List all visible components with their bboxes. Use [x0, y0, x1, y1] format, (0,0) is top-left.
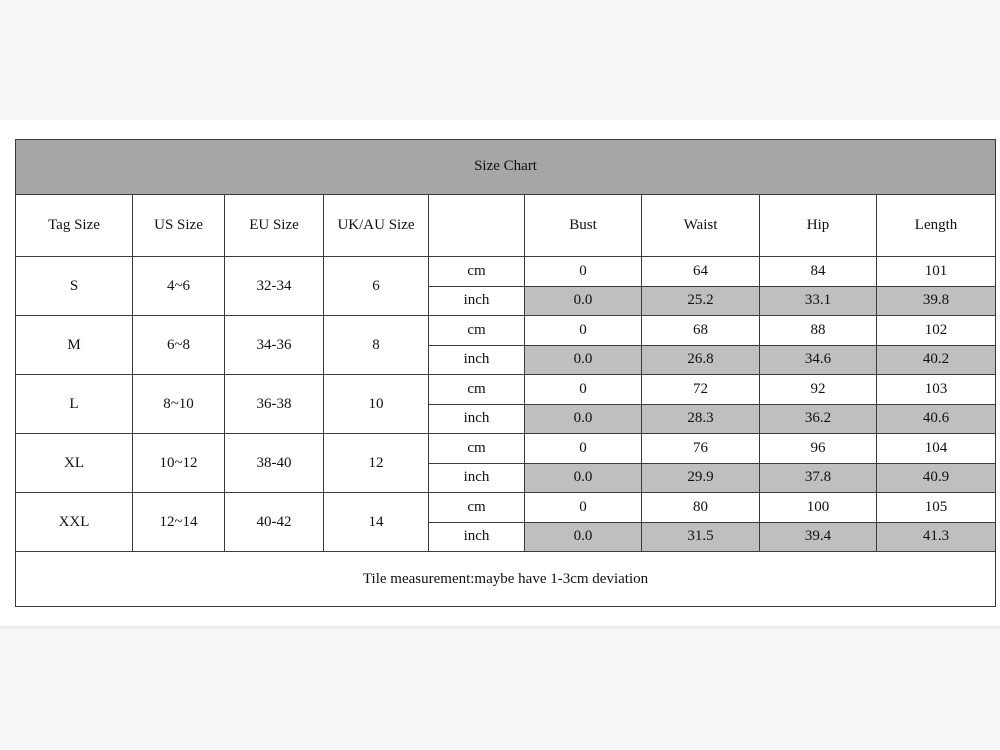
waist-cm-cell: 80 [642, 493, 760, 523]
uk-au-size-cell: 12 [324, 434, 429, 493]
hip-cm-cell: 92 [760, 375, 877, 405]
bust-inch-cell: 0.0 [525, 522, 642, 552]
unit-cell: cm [429, 375, 525, 405]
header-bust: Bust [525, 194, 642, 256]
length-inch-cell: 40.9 [877, 463, 996, 493]
chart-title: Size Chart [16, 140, 996, 195]
bust-cm-cell: 0 [525, 257, 642, 287]
header-eu-size: EU Size [225, 194, 324, 256]
table-row [16, 316, 996, 346]
measurement-note: Tile measurement:maybe have 1-3cm deviation [16, 552, 996, 607]
hip-cm-cell: 84 [760, 257, 877, 287]
header-row [16, 194, 996, 256]
tag-size-cell: XL [16, 434, 133, 493]
eu-size-cell: 36-38 [225, 375, 324, 434]
hip-inch-cell: 33.1 [760, 286, 877, 316]
hip-inch-cell: 39.4 [760, 522, 877, 552]
unit-cell: cm [429, 316, 525, 346]
us-size-cell: 12~14 [133, 493, 225, 552]
bust-cm-cell: 0 [525, 434, 642, 464]
bust-inch-cell: 0.0 [525, 463, 642, 493]
length-inch-cell: 41.3 [877, 522, 996, 552]
header-waist: Waist [642, 194, 760, 256]
bust-cm-cell: 0 [525, 316, 642, 346]
waist-cm-cell: 64 [642, 257, 760, 287]
eu-size-cell: 40-42 [225, 493, 324, 552]
hip-cm-cell: 96 [760, 434, 877, 464]
unit-cell: inch [429, 345, 525, 375]
length-inch-cell: 39.8 [877, 286, 996, 316]
bust-inch-cell: 0.0 [525, 286, 642, 316]
eu-size-cell: 34-36 [225, 316, 324, 375]
size-chart-table [15, 139, 996, 607]
waist-inch-cell: 28.3 [642, 404, 760, 434]
hip-inch-cell: 36.2 [760, 404, 877, 434]
us-size-cell: 4~6 [133, 257, 225, 316]
header-unit [429, 194, 525, 256]
length-cm-cell: 101 [877, 257, 996, 287]
uk-au-size-cell: 14 [324, 493, 429, 552]
header-uk-au-size: UK/AU Size [324, 194, 429, 256]
waist-cm-cell: 68 [642, 316, 760, 346]
tag-size-cell: M [16, 316, 133, 375]
us-size-cell: 10~12 [133, 434, 225, 493]
length-cm-cell: 105 [877, 493, 996, 523]
tag-size-cell: L [16, 375, 133, 434]
waist-cm-cell: 72 [642, 375, 760, 405]
bust-cm-cell: 0 [525, 493, 642, 523]
hip-inch-cell: 34.6 [760, 345, 877, 375]
unit-cell: inch [429, 522, 525, 552]
tag-size-cell: XXL [16, 493, 133, 552]
bust-cm-cell: 0 [525, 375, 642, 405]
length-cm-cell: 103 [877, 375, 996, 405]
tag-size-cell: S [16, 257, 133, 316]
eu-size-cell: 38-40 [225, 434, 324, 493]
waist-inch-cell: 26.8 [642, 345, 760, 375]
length-inch-cell: 40.6 [877, 404, 996, 434]
waist-inch-cell: 25.2 [642, 286, 760, 316]
header-hip: Hip [760, 194, 877, 256]
us-size-cell: 6~8 [133, 316, 225, 375]
eu-size-cell: 32-34 [225, 257, 324, 316]
waist-cm-cell: 76 [642, 434, 760, 464]
unit-cell: inch [429, 404, 525, 434]
table-row [16, 434, 996, 464]
waist-inch-cell: 31.5 [642, 522, 760, 552]
hip-cm-cell: 88 [760, 316, 877, 346]
uk-au-size-cell: 10 [324, 375, 429, 434]
bust-inch-cell: 0.0 [525, 345, 642, 375]
unit-cell: cm [429, 257, 525, 287]
hip-inch-cell: 37.8 [760, 463, 877, 493]
unit-cell: inch [429, 286, 525, 316]
unit-cell: cm [429, 434, 525, 464]
us-size-cell: 8~10 [133, 375, 225, 434]
table-row [16, 493, 996, 523]
header-length: Length [877, 194, 996, 256]
uk-au-size-cell: 8 [324, 316, 429, 375]
bust-inch-cell: 0.0 [525, 404, 642, 434]
table-row [16, 257, 996, 287]
hip-cm-cell: 100 [760, 493, 877, 523]
unit-cell: inch [429, 463, 525, 493]
length-cm-cell: 104 [877, 434, 996, 464]
waist-inch-cell: 29.9 [642, 463, 760, 493]
header-us-size: US Size [133, 194, 225, 256]
uk-au-size-cell: 6 [324, 257, 429, 316]
length-cm-cell: 102 [877, 316, 996, 346]
length-inch-cell: 40.2 [877, 345, 996, 375]
unit-cell: cm [429, 493, 525, 523]
header-tag-size: Tag Size [16, 194, 133, 256]
table-row [16, 375, 996, 405]
